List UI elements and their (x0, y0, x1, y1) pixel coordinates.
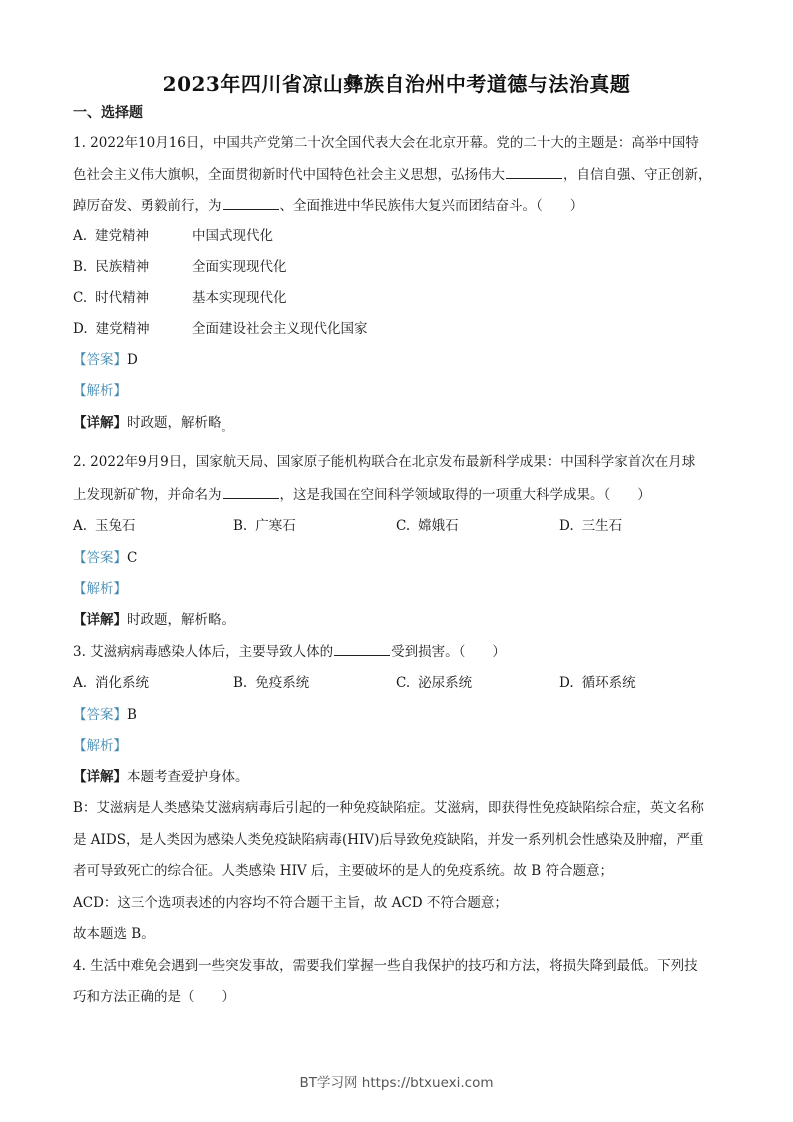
question-2-analysis (73, 579, 723, 599)
option-letter: C. (396, 675, 411, 691)
option-text: 广寒石 (255, 518, 296, 534)
question-1-text-c: 踔厉奋发、勇毅前行，为 (73, 198, 222, 214)
explanation-line: B：艾滋病是人类感染艾滋病病毒后引起的一种免疫缺陷症。艾滋病，即获得性免疫缺陷综合症，英文名称 (73, 800, 704, 816)
section-heading: 一、选择题 (73, 105, 143, 121)
explanation-line: 故本题选 B。 (73, 926, 155, 942)
option-col2: 基本实现现代化 (192, 290, 287, 306)
question-4-line-2: 巧和方法正确的是（ ） (73, 989, 235, 1005)
question-2-detail (73, 610, 723, 630)
detail-period: 。 (221, 423, 232, 434)
footer-watermark: BT学习网 https://btxuexi.com (299, 1075, 494, 1091)
option-b (233, 516, 296, 536)
question-1-text-d: 、全面推进中华民族伟大复兴而团结奋斗。（ ） (279, 198, 584, 214)
answer-value: C (127, 550, 138, 566)
answer-blank (223, 484, 279, 499)
detail-text: 时政题，解析略。 (127, 612, 235, 628)
option-col1: 建党精神 (95, 321, 150, 337)
option-col1: 时代精神 (95, 290, 150, 306)
option-letter: B. (73, 259, 88, 275)
explanation-line: 者可导致死亡的综合征。人类感染 HIV 后，主要破坏的是人的免疫系统。故 B 符合题意； (73, 863, 613, 879)
question-3-analysis (73, 736, 723, 756)
option-col2: 全面建设社会主义现代化国家 (192, 321, 368, 337)
option-col2: 全面实现现代化 (192, 259, 287, 275)
question-2-text-a: 上发现新矿物，并命名为 (73, 487, 222, 503)
option-text: 泌尿系统 (418, 675, 473, 691)
question-2-answer (73, 548, 723, 568)
option-text: 循环系统 (581, 675, 636, 691)
option-d (559, 516, 622, 536)
question-1-text-a: 色社会主义伟大旗帜，全面贯彻新时代中国特色社会主义思想，弘扬伟大 (73, 167, 505, 183)
option-letter: A. (73, 518, 88, 534)
analysis-label: 【解析】 (73, 383, 127, 399)
question-1-detail (73, 413, 723, 439)
detail-label: 【详解】 (73, 769, 127, 785)
question-3-answer (73, 705, 723, 725)
question-1-line-2 (73, 164, 723, 185)
question-2-text-b: ，这是我国在空间科学领域取得的一项重大科学成果。（ ） (279, 487, 651, 503)
option-text: 玉兔石 (95, 518, 136, 534)
answer-blank (334, 641, 390, 656)
option-letter: D. (559, 675, 574, 691)
option-b (233, 673, 309, 693)
option-letter: D. (559, 518, 574, 534)
option-text: 嫦娥石 (418, 518, 459, 534)
question-3-detail (73, 767, 723, 787)
option-letter: B. (233, 518, 248, 534)
option-letter: B. (233, 675, 248, 691)
option-text: 三生石 (581, 518, 623, 534)
analysis-label: 【解析】 (73, 738, 127, 754)
option-letter: A. (73, 228, 88, 244)
question-1-analysis (73, 381, 723, 401)
option-col1: 建党精神 (95, 228, 150, 244)
question-2-line-1: 2. 2022年9月9日，国家航天局、国家原子能机构联合在北京发布最新科学成果：中国科学家首次在月球 (73, 454, 696, 470)
answer-label: 【答案】 (73, 707, 127, 723)
option-a (73, 673, 149, 693)
analysis-label: 【解析】 (73, 581, 127, 597)
option-col2: 中国式现代化 (192, 228, 273, 244)
question-3-text-b: 受到损害。（ ） (391, 644, 506, 660)
detail-label: 【详解】 (73, 415, 127, 431)
detail-text: 时政题，解析略 (127, 415, 222, 431)
option-letter: A. (73, 675, 88, 691)
answer-blank (223, 195, 279, 210)
answer-label: 【答案】 (73, 550, 127, 566)
answer-value: D (127, 352, 138, 368)
option-c (396, 516, 459, 536)
question-1-text-b: ，自信自强、守正创新， (563, 167, 712, 183)
detail-label: 【详解】 (73, 612, 127, 628)
option-c (396, 673, 472, 693)
detail-text: 本题考查爱护身体。 (127, 769, 249, 785)
question-4-line-1: 4. 生活中难免会遇到一些突发事故，需要我们掌握一些自我保护的技巧和方法，将损失降到最低。下列技 (73, 958, 698, 974)
page-title: 2023年四川省凉山彝族自治州中考道德与法治真题 (162, 72, 631, 96)
question-1-answer (73, 350, 723, 370)
explanation-line: ACD：这三个选项表述的内容均不符合题干主旨，故 ACD 不符合题意； (73, 895, 508, 911)
question-1-line-3 (73, 195, 723, 216)
question-3-line-1 (73, 641, 723, 662)
answer-value: B (127, 707, 137, 723)
question-3-text-a: 3. 艾滋病病毒感染人体后，主要导致人体的 (73, 644, 334, 660)
option-col1: 民族精神 (95, 259, 150, 275)
question-2-line-2 (73, 484, 723, 505)
option-text: 消化系统 (95, 675, 150, 691)
option-letter: C. (396, 518, 411, 534)
answer-blank (506, 164, 562, 179)
explanation-line: 是 AIDS，是人类因为感染人类免疫缺陷病毒(HIV)后导致免疫缺陷，并发一系列机会性感染及肿瘤，严重 (73, 832, 704, 848)
option-text: 免疫系统 (255, 675, 310, 691)
option-a (73, 516, 136, 536)
option-letter: C. (73, 290, 88, 306)
question-1-line-1: 1. 2022年10月16日，中国共产党第二十次全国代表大会在北京开幕。党的二十大的主题是：高举中国特 (73, 135, 699, 151)
option-d (559, 673, 636, 693)
answer-label: 【答案】 (73, 352, 127, 368)
option-letter: D. (73, 321, 88, 337)
